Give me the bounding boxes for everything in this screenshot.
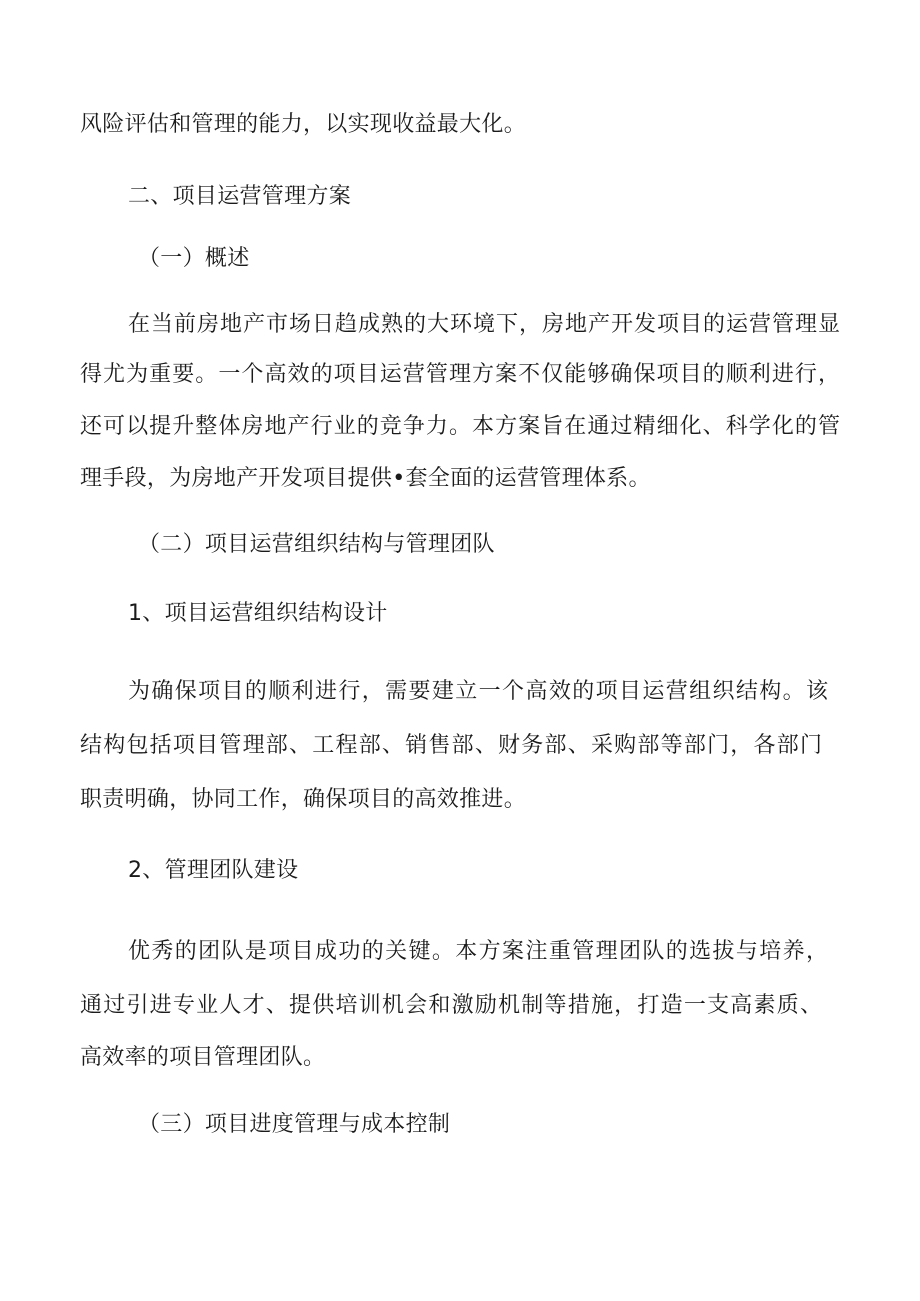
overview-paragraph-line-2: 得尤为重要。一个高效的项目运营管理方案不仅能够确保项目的顺利进行， (80, 362, 840, 387)
overview-paragraph-line-4: 理手段，为房地产开发项目提供•套全面的运营管理体系。 (80, 466, 651, 491)
subsection-2-title: （二）项目运营组织结构与管理团队 (138, 532, 495, 557)
org-paragraph-line-1: 为确保项目的顺利进行，需要建立一个高效的项目运营组织结构。该 (128, 679, 828, 704)
team-paragraph-line-3: 高效率的项目管理团队。 (80, 1045, 326, 1070)
subsection-1-title: （一）概述 (138, 246, 250, 271)
org-paragraph-line-3: 职责明确，协同工作，确保项目的高效推进。 (80, 787, 527, 812)
org-paragraph-line-2: 结构包括项目管理部、工程部、销售部、财务部、采购部等部门，各部门 (80, 733, 822, 758)
section-2-title: 二、项目运营管理方案 (128, 184, 352, 209)
intro-continuation-line: 风险评估和管理的能力，以实现收益最大化。 (80, 112, 527, 137)
item-1-title: 1、项目运营组织结构设计 (128, 601, 388, 626)
item-2-title: 2、管理团队建设 (128, 858, 299, 883)
overview-paragraph-line-3: 还可以提升整体房地产行业的竞争力。本方案旨在通过精细化、科学化的管 (80, 414, 840, 439)
team-paragraph-line-2: 通过引进专业人才、提供培训机会和激励机制等措施，打造一支高素质、 (80, 993, 822, 1018)
overview-paragraph-line-1: 在当前房地产市场日趋成熟的大环境下，房地产开发项目的运营管理显 (128, 312, 840, 337)
team-paragraph-line-1: 优秀的团队是项目成功的关键。本方案注重管理团队的选拔与培养， (128, 939, 828, 964)
subsection-3-title: （三）项目进度管理与成本控制 (138, 1112, 451, 1137)
